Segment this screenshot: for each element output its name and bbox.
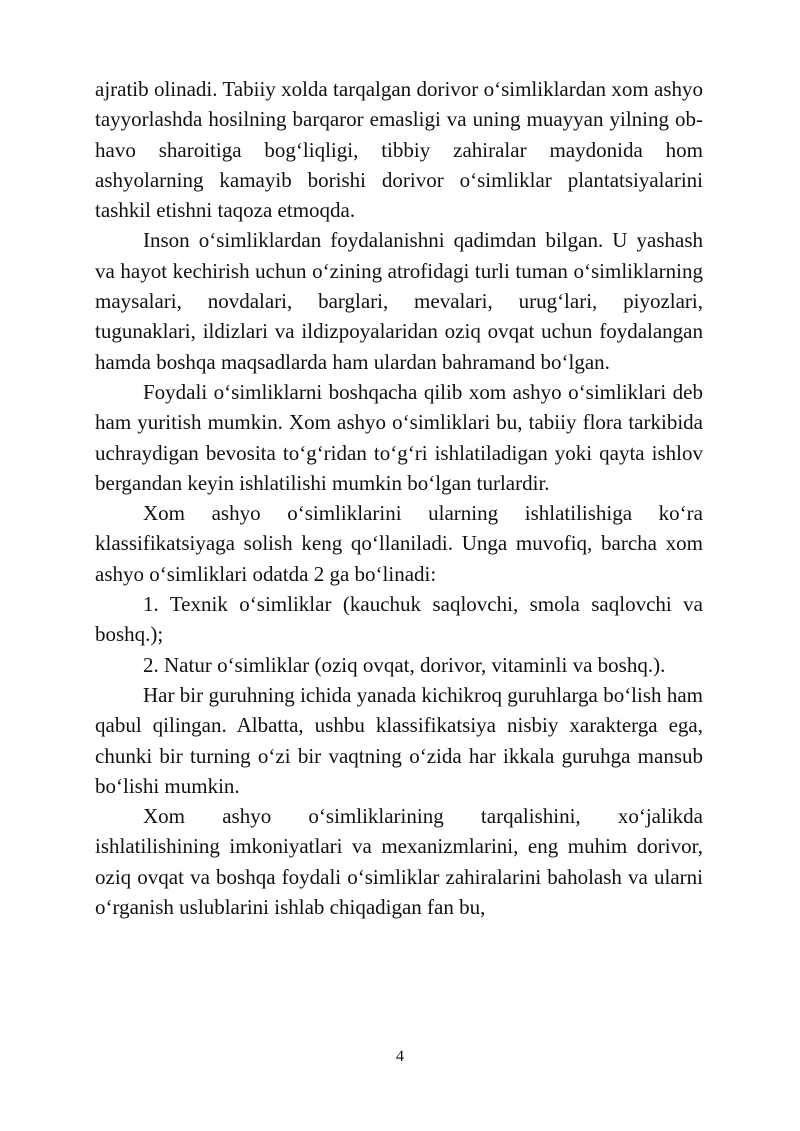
body-text xyxy=(95,74,703,922)
paragraph: Xom ashyo o‘simliklarining tarqalishini, xo‘jalikda ishlatilishining imkoniyatlari va mexanizmlarini, eng muhim dorivor, oziq ovqat va boshqa foydali o‘simliklar zahiralarini baholash va ularni o‘rganish uslublarini ishlab chiqadigan fan bu, xyxy=(95,804,703,920)
list-item: 2. Natur o‘simliklar (oziq ovqat, dorivor, vitaminli va boshq.). xyxy=(143,652,666,677)
list-item: 1. Texnik o‘simliklar (kauchuk saqlovchi, smola saqlovchi va boshq.); xyxy=(95,592,703,647)
paragraph-continuation: ajratib olinadi. Tabiiy xolda tarqalgan dorivor o‘simliklardan xom ashyo tayyorlashda hosilning barqaror emasligi va uning muayyan yilning ob-havo sharoitiga bog‘liqligi, tibbiy zahiralar maydonida hom ashyolarning kamayib borishi dorivor o‘simliklar plantatsiyalarini tashkil etishni taqoza etmoqda. xyxy=(95,77,703,223)
page-number: 4 xyxy=(396,1048,404,1065)
paragraph: Har bir guruhning ichida yanada kichikroq guruhlarga bo‘lish ham qabul qilingan. Albatta, ushbu klassifikatsiya nisbiy xarakterga ega, chunki bir turning o‘zi bir vaqtning o‘zida har ikkala guruhga mansub bo‘lishi mumkin. xyxy=(95,682,703,798)
paragraph: Xom ashyo o‘simliklarini ularning ishlatilishiga ko‘ra klassifikatsiyaga solish keng qo‘llaniladi. Unga muvofiq, barcha xom ashyo o‘simliklari odatda 2 ga bo‘linadi: xyxy=(95,501,703,586)
paragraph: Foydali o‘simliklarni boshqacha qilib xom ashyo o‘simliklari deb ham yuritish mumkin. Xom ashyo o‘simliklari bu, tabiiy flora tarkibida uchraydigan bevosita to‘g‘ridan to‘g‘ri ishlatiladigan yoki qayta ishlov bergandan keyin ishlatilishi mumkin bo‘lgan turlardir. xyxy=(95,379,703,495)
paragraph: Inson o‘simliklardan foydalanishni qadimdan bilgan. U yashash va hayot kechirish uchun o‘zining atrofidagi turli tuman o‘simliklarning maysalari, novdalari, barglari, mevalari, urug‘lari, piyozlari, tugunaklari, ildizlari va ildizpoyalaridan oziq ovqat uchun foydalangan hamda boshqa maqsadlarda ham ulardan bahramand bo‘lgan. xyxy=(95,228,703,374)
